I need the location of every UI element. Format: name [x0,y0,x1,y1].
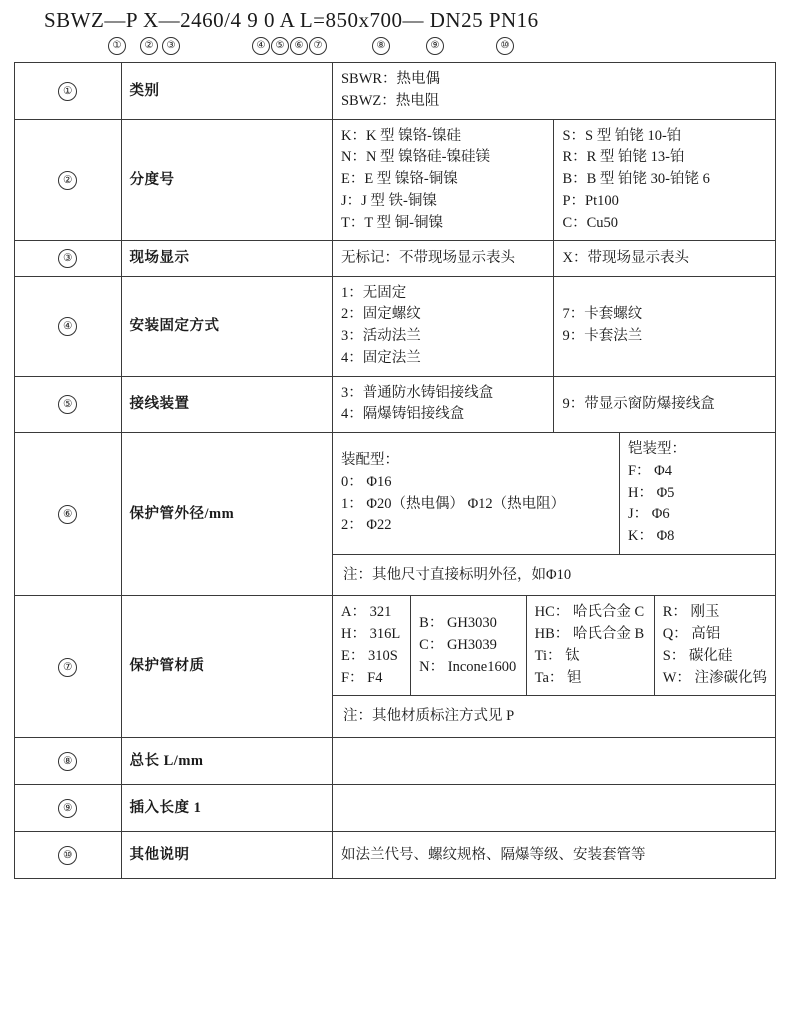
table-row [15,276,776,376]
content-line: 1：无固定 [340,284,407,301]
row-content-value [332,737,775,784]
row-number-cell [15,241,122,276]
row-marker: ⑨ [58,799,77,818]
content-line: 2：固定螺纹 [340,306,421,323]
content-line: 2： Φ22 [340,517,392,534]
table-row [15,784,776,831]
content-line: 3：普通防水铸铝接线盒 [340,384,494,401]
content-line: 装配型： [340,452,399,469]
code-marker-7: ⑦ [309,37,327,55]
content-line: 9：卡套法兰 [562,328,643,345]
content-line: J：J 型 铁-铜镍 [340,192,437,209]
content-line: 7：卡套螺纹 [562,306,643,323]
content-line: Ti： 钛 [534,647,580,664]
content-line: B：B 型 铂铑 30-铂铑 6 [562,171,710,187]
content-line: HC： 哈氏合金 C [534,604,645,621]
row7-note: 注：其他材质标注方式见 P [333,696,775,737]
table-row [15,831,776,878]
code-marker-5: ⑤ [271,37,289,55]
row-number-cell [15,119,122,241]
row-number-cell [15,596,122,737]
row7-material-group-2 [411,596,527,696]
row-content-right [554,376,776,433]
content-line: E：E 型 镍铬-铜镍 [340,171,458,187]
code-marker-4: ④ [252,37,270,55]
row-marker: ⑩ [58,846,77,865]
row-number-cell [15,376,122,433]
content-line: S：S 型 铂铑 10-铂 [562,127,682,144]
row-content-left [332,376,554,433]
table-row [15,737,776,784]
row-number-cell [15,433,122,596]
row6-note-row [333,554,775,595]
row-label: 插入长度 1 [121,784,332,831]
row6-assembly-type [333,433,620,554]
content-line: 4：固定法兰 [340,349,421,366]
row6-armored-type [619,433,775,554]
content-line: F： Φ4 [627,462,673,479]
product-code-line: SBWZ—P X—2460/4 9 0 A L=850x700— DN25 PN16 [44,8,539,32]
content-line: J： Φ6 [627,506,670,523]
row-marker: ③ [58,249,77,268]
code-marker-8: ⑧ [372,37,390,55]
content-line: C：Cu50 [562,214,619,231]
row-content-left [332,119,554,241]
content-line: K：K 型 镍铬-镍硅 [340,127,461,144]
row6-values [333,433,775,554]
row-label: 现场显示 [121,241,332,276]
content-line: Q： 高铝 [662,626,721,643]
row-label: 保护管外径/mm [121,433,332,596]
specification-table [14,62,776,879]
content-line: R： 刚玉 [662,604,720,621]
row-content-left [332,241,554,276]
content-line: 3：活动法兰 [340,328,421,345]
content-line: SBWZ：热电阻 [340,92,440,109]
content-line: 9：带显示窗防爆接线盒 [562,395,715,412]
row7-values [333,596,775,696]
row-content-wrapper [332,433,775,596]
row-content-left [332,63,775,120]
row7-material-group-1 [333,596,411,696]
row-content-value [332,784,775,831]
row6-subtable [333,433,775,595]
content-line: 无标记：不带现场显示表头 [340,249,515,266]
row-content-right [554,119,776,241]
row7-note-row [333,696,775,737]
table-row [15,433,776,596]
row-label: 保护管材质 [121,596,332,737]
code-marker-1: ① [108,37,126,55]
row-marker: ① [58,82,77,101]
content-line: H： 316L [340,626,401,643]
row-label: 接线装置 [121,376,332,433]
row-label: 安装固定方式 [121,276,332,376]
content-line: C： GH3039 [419,637,497,654]
content-line: 铠装型： [627,441,686,458]
row-label: 分度号 [121,119,332,241]
row6-note: 注：其他尺寸直接标明外径，如Φ10 [333,554,775,595]
content-line: F： F4 [340,669,383,686]
content-line: B： GH3030 [419,615,497,632]
code-marker-2: ② [140,37,158,55]
row-marker: ② [58,171,77,190]
code-header [14,0,776,62]
code-marker-10: ⑩ [496,37,514,55]
code-markers [44,37,604,59]
row-number-cell [15,831,122,878]
row-label: 总长 L/mm [121,737,332,784]
row-label: 其他说明 [121,831,332,878]
row-marker: ⑧ [58,752,77,771]
row-marker: ⑦ [58,658,77,677]
row-number-cell [15,276,122,376]
content-line: E： 310S [340,647,398,664]
code-marker-3: ③ [162,37,180,55]
table-row [15,241,776,276]
table-row [15,596,776,737]
row-number-cell [15,63,122,120]
row-content-left [332,276,554,376]
row-marker: ⑤ [58,395,77,414]
content-line: Ta： 钽 [534,669,582,686]
code-marker-9: ⑨ [426,37,444,55]
content-line: T：T 型 铜-铜镍 [340,214,443,231]
content-line: HB： 哈氏合金 B [534,626,645,643]
content-line: 0： Φ16 [340,473,392,490]
table-row [15,63,776,120]
row-label: 类别 [121,63,332,120]
content-line: 4：隔爆铸铝接线盒 [340,406,465,423]
content-line: 1： Φ20（热电偶） Φ12（热电阻） [340,495,566,512]
row-marker: ⑥ [58,505,77,524]
row-marker: ④ [58,317,77,336]
content-line: N： Incone1600 [419,658,517,675]
content-line: A： 321 [340,604,392,621]
table-row [15,119,776,241]
content-line: W： 注渗碳化钨 [662,669,767,686]
content-line: K： Φ8 [627,528,675,545]
row-number-cell [15,737,122,784]
content-line: R：R 型 铂铑 13-铂 [562,149,685,166]
row7-material-group-3 [526,596,654,696]
content-line: P：Pt100 [562,192,619,209]
row-content-right [554,241,776,276]
code-marker-6: ⑥ [290,37,308,55]
table-row [15,376,776,433]
row-content-wrapper [332,596,775,737]
row-content-value: 如法兰代号、螺纹规格、隔爆等级、安装套管等 [332,831,775,878]
row7-material-group-4 [654,596,775,696]
content-line: X：带现场显示表头 [562,249,689,266]
content-line: SBWR：热电偶 [340,71,441,87]
row-content-right [554,276,776,376]
content-line: S： 碳化硅 [662,647,733,664]
content-line: H： Φ5 [627,484,675,501]
row7-subtable [333,596,775,736]
row-number-cell [15,784,122,831]
content-line: N：N 型 镍铬硅-镍硅镁 [340,149,490,166]
